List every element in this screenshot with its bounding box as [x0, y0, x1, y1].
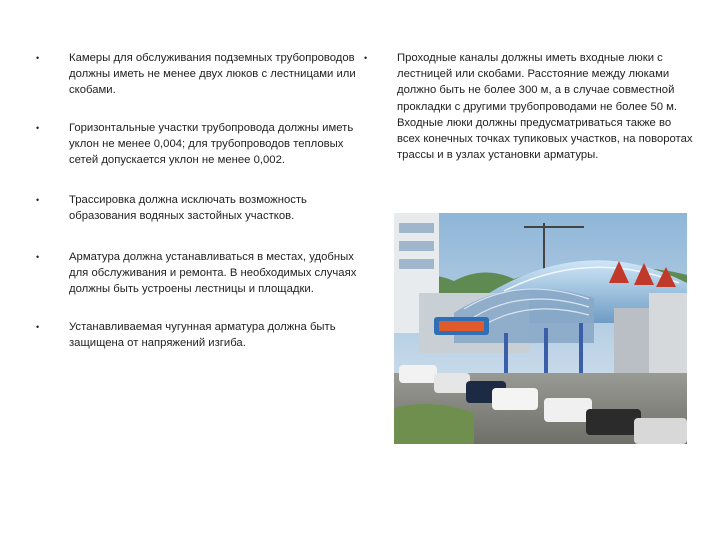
list-item: [36, 50, 366, 99]
item-text: Трассировка должна исключать возможность образования водяных застойных участков.: [69, 194, 307, 223]
item-text: Арматура должна устанавливаться в местах, удобных для обслуживания и ремонта. В необходимых случаях должны быть устроены лестницы и площадки.: [69, 250, 357, 296]
photo-illustration: [394, 213, 687, 444]
bullet: •: [36, 53, 40, 63]
item-text: Горизонтальные участки трубопровода должны иметь уклон не менее 0,004; для трубопроводов тепловых сетей допускается уклон не менее 0,002.: [69, 121, 354, 167]
bullet: •: [36, 322, 40, 333]
left-bullet-list: [36, 50, 366, 352]
bullet: •: [36, 195, 40, 206]
list-item: [36, 249, 366, 298]
list-item: [364, 50, 694, 163]
bullet: •: [36, 122, 40, 133]
right-bullet-list: [364, 50, 694, 163]
item-text: Камеры для обслуживания подземных трубопроводов должны иметь не менее двух люков с лестницами или скобами.: [69, 52, 356, 97]
photo-image: [394, 213, 687, 444]
bullet: •: [36, 251, 40, 262]
list-item: [36, 319, 366, 351]
item-text: Проходные каналы должны иметь входные люки с лестницей или скобами. Расстояние между люками должно быть не более 300 м, а в случае совместной прокладки с другими трубопроводами не более 50 м. Входные люки должны предусматриваться также во всех конечных точках тупиковых участков, на поворотах трассы и в узлах установки арматуры.: [397, 52, 693, 162]
list-item: [36, 192, 366, 224]
item-text: Устанавливаемая чугунная арматура должна быть защищена от напряжений изгиба.: [69, 321, 336, 350]
bullet: •: [364, 53, 368, 63]
list-item: [36, 120, 366, 169]
